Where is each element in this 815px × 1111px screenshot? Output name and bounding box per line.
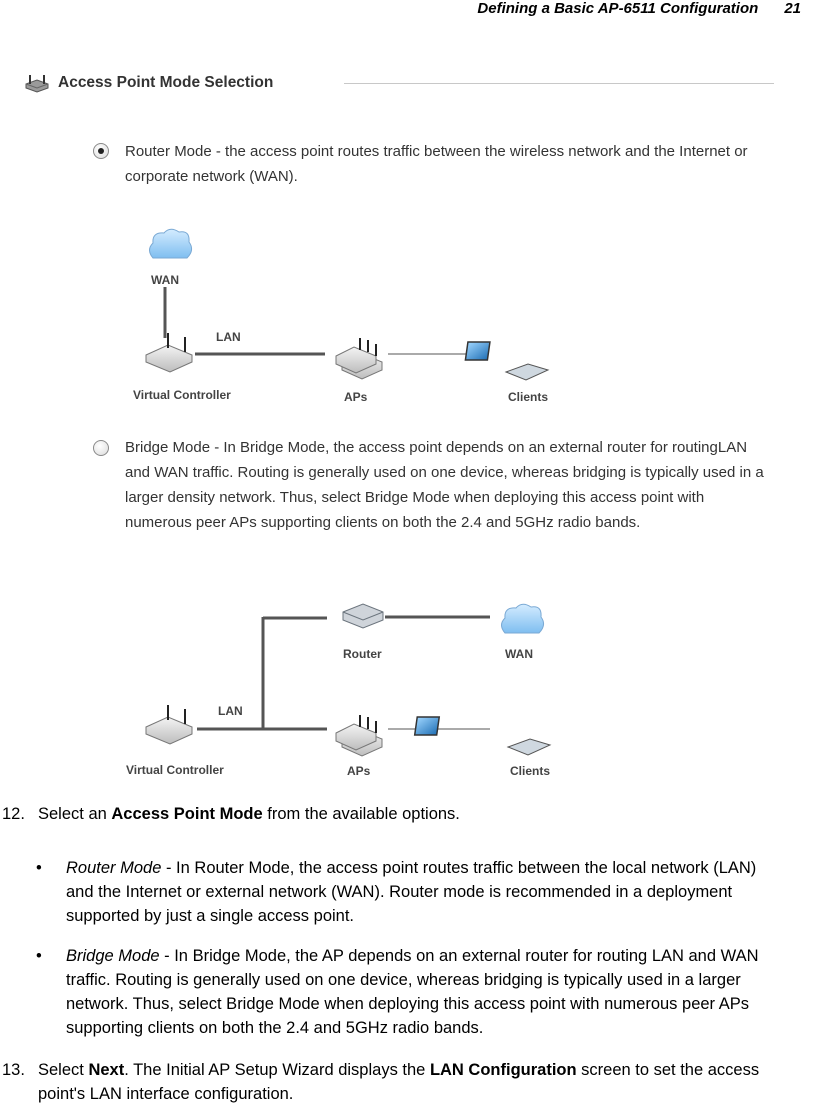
router-diagram-controller-icon xyxy=(146,333,192,372)
step-13-mid: . The Initial AP Setup Wizard displays the xyxy=(124,1061,430,1079)
step-12-post: from the available options. xyxy=(262,805,460,823)
router-diagram-controller-label: Virtual Controller xyxy=(133,388,231,402)
step-12-pre: Select an xyxy=(38,805,112,823)
bridge-diagram-aps-icon xyxy=(336,715,382,756)
step-13-post: screen to set the access point's LAN interface configuration. xyxy=(38,1061,760,1103)
router-diagram-wan-cloud-icon xyxy=(150,229,192,258)
router-diagram-wan-label: WAN xyxy=(151,273,179,287)
router-mode-radio[interactable] xyxy=(93,143,109,159)
step-13-text xyxy=(38,1058,788,1106)
bridge-diagram-router-icon xyxy=(343,604,383,628)
bridge-diagram-router-label: Router xyxy=(343,647,382,661)
bridge-diagram-wan-cloud-icon xyxy=(502,604,544,633)
step-13-bold-next: Next xyxy=(88,1061,125,1079)
bullet-term: Router Mode xyxy=(66,859,162,877)
router-diagram-clients-icon xyxy=(465,342,548,380)
step-12-bold: Access Point Mode xyxy=(111,805,263,823)
step-12-number: 12. xyxy=(2,805,25,823)
section-header xyxy=(24,72,774,96)
bridge-diagram-controller-label: Virtual Controller xyxy=(126,763,224,777)
access-point-icon xyxy=(24,72,50,94)
header-title: Defining a Basic AP-6511 Configuration xyxy=(477,0,759,17)
bridge-diagram-lan-label: LAN xyxy=(218,704,243,718)
bullet-text xyxy=(66,856,786,928)
page-header xyxy=(477,0,801,17)
bullet-text xyxy=(66,944,786,1040)
section-title: Access Point Mode Selection xyxy=(58,74,274,91)
bridge-diagram-controller-icon xyxy=(146,705,192,744)
bridge-mode-description: Bridge Mode - In Bridge Mode, the access point depends on an external router for routingLAN and WAN traffic. Routing is generally used on one device, whereas bridging is typically used in a larger density network. Thus, select Bridge Mode when deploying this access point with numerous peer APs supporting clients on both the 2.4 and 5GHz radio bands. xyxy=(125,439,764,531)
bridge-mode-radio[interactable] xyxy=(93,440,109,456)
router-diagram-clients-label: Clients xyxy=(508,390,549,404)
bridge-diagram-clients-icon xyxy=(415,717,550,755)
radio-selected-dot xyxy=(98,148,104,154)
step-13-pre: Select xyxy=(38,1061,89,1079)
section-divider xyxy=(344,83,774,84)
bullet-body: - In Bridge Mode, the AP depends on an external router for routing LAN and WAN traffic. Routing is generally used on one device, whereas bridging is typically used in a larger network. Thus, select Bridge Mode when deploying this access point with numerous peer APs supporting clients on both the 2.4 and 5GHz radio bands. xyxy=(66,947,759,1037)
bullet-term: Bridge Mode xyxy=(66,947,160,965)
step-12-text xyxy=(38,802,788,826)
page-number: 21 xyxy=(784,0,801,17)
router-diagram-aps-label: APs xyxy=(344,390,368,404)
bridge-diagram-aps-label: APs xyxy=(347,764,371,778)
bridge-diagram-wan-label: WAN xyxy=(505,647,533,661)
bullet-mark: • xyxy=(36,859,42,877)
router-diagram-aps-icon xyxy=(336,338,382,379)
step-13-bold-lan: LAN Configuration xyxy=(429,1061,577,1079)
router-mode-description: Router Mode - the access point routes traffic between the wireless network and the Internet or corporate network (WAN). xyxy=(125,143,748,185)
bullet-body: - In Router Mode, the access point routes traffic between the local network (LAN) and the Internet or external network (WAN). Router mode is recommended in a deployment supported by just a single access point. xyxy=(66,859,757,925)
bullet-mark: • xyxy=(36,947,42,965)
router-diagram-lan-label: LAN xyxy=(216,330,241,344)
bridge-diagram-clients-label: Clients xyxy=(510,764,551,778)
step-13-number: 13. xyxy=(2,1061,25,1079)
